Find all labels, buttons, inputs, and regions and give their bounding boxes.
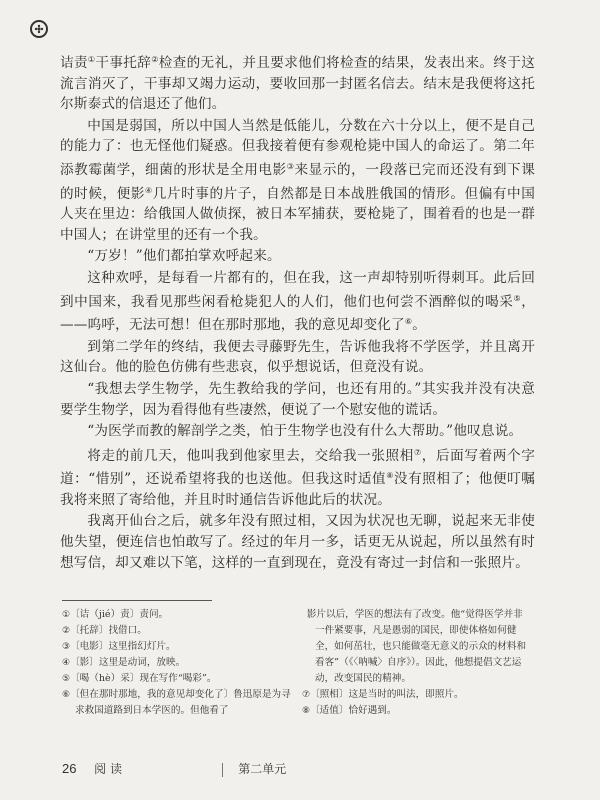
paragraph: 这种欢呼，是每看一片都有的，但在我，这一声却特别听得刺耳。此后回到中国来，我看见那些闲看枪毙犯人的人们，他们也何尝不酒醉似的喝采⑤，——呜呼，无法可想！但在那时那地，我的意见却变化了⑥。 [60, 269, 535, 334]
footnote: ①〔诘（jié）责〕责问。 [62, 609, 169, 620]
paragraph: “我想去学生物学，先生教给我的学问，也还有用的。”其实我并没有决意要学生物学，因为看得他有些凄然，便说了一个慰安他的谎话。 [60, 380, 535, 418]
paragraph: “为医学而教的解剖学之类，怕于生物学也没有什么大帮助。”他叹息说。 [87, 423, 523, 440]
page-footer [62, 760, 286, 777]
main-text [60, 50, 535, 573]
paragraph: 将走的前几天，他叫我到他家里去，交给我一张照相⑦，后面写着两个字道：“惜别”，还说希望将我的也送他。但我这时适值⑧没有照相了；他便叮嘱我将来照了寄给他，并且时时通信告诉他此后的状况。 [60, 447, 536, 508]
footnote: ⑧〔适值〕恰好遇到。 [302, 705, 397, 716]
paragraph: 我离开仙台之后，就多年没有照过相，又因为状况也无聊，说起来无非使他失望，便连信也怕敢写了。经过的年月一多，话更无从说起，所以虽然有时想写信，却又难以下笔，这样的一直到现在，竟没有寄过一封信和一张照片。 [60, 513, 535, 571]
flower-emblem-icon [30, 20, 48, 38]
paragraph: 诘责①干事托辞②检查的无礼，并且要求他们将检查的结果，发表出来。终于这流言消灭了，干事却又竭力运动，要收回那一封匿名信去。结末是我便将这托尔斯泰式的信退还了他们。 [60, 55, 536, 113]
paragraph: 到第二学年的终结，我便去寻藤野先生，告诉他我将不学医学，并且离开这仙台。他的脸色仿佛有些悲哀，似乎想说话，但竟没有说。 [60, 338, 535, 376]
footnote: ③〔电影〕这里指幻灯片。 [62, 641, 176, 652]
footnotes-right-column [302, 607, 532, 719]
paragraph: 中国是弱国，所以中国人当然是低能儿，分数在六十分以上，便不是自己的能力了：也无怪他们疑惑。但我接着便有参观枪毙中国人的命运了。第二年添教霉菌学，细菌的形状是全用电影③来显示的，一段落已完而还没有到下课的时候，便影④几片时事的片子，自然都是日本战胜俄国的情形。但偏有中国人夹在里边：给俄国人做侦探，被日本军捕获，要枪毙了，围着看的也是一群中国人；在讲堂里的还有一个我。 [60, 117, 535, 243]
footnote: ⑦〔照相〕这是当时的叫法，即照片。 [302, 689, 464, 700]
footer-separator [222, 763, 223, 777]
footnotes-left-column [62, 607, 294, 719]
footnote: 影片以后，学医的想法有了改变。他“觉得医学并非一件紧要事，凡是愚弱的国民，即使体格如何健全，如何茁壮，也只能做毫无意义的示众的材料和看客”（《〈呐喊〉自序》）。因此，他想提倡文艺运动，改变国民的精神。 [302, 609, 527, 684]
footnote: ⑤〔喝（hè）采〕现在写作“喝彩”。 [62, 673, 217, 684]
paragraph: “万岁！”他们都拍掌欢呼起来。 [87, 248, 281, 265]
footnote: ⑥〔但在那时那地，我的意见却变化了〕鲁迅原是为寻求救国道路到日本学医的。但他看了 [62, 689, 291, 716]
footnote: ④〔影〕这里是动词，放映。 [62, 657, 186, 668]
page-number: 26 [62, 761, 77, 776]
unit-label: 第二单元 [238, 762, 287, 776]
footnote: ②〔托辞〕找借口。 [62, 625, 147, 636]
section-label: 阅 读 [94, 762, 122, 776]
footnote-divider [62, 600, 212, 601]
